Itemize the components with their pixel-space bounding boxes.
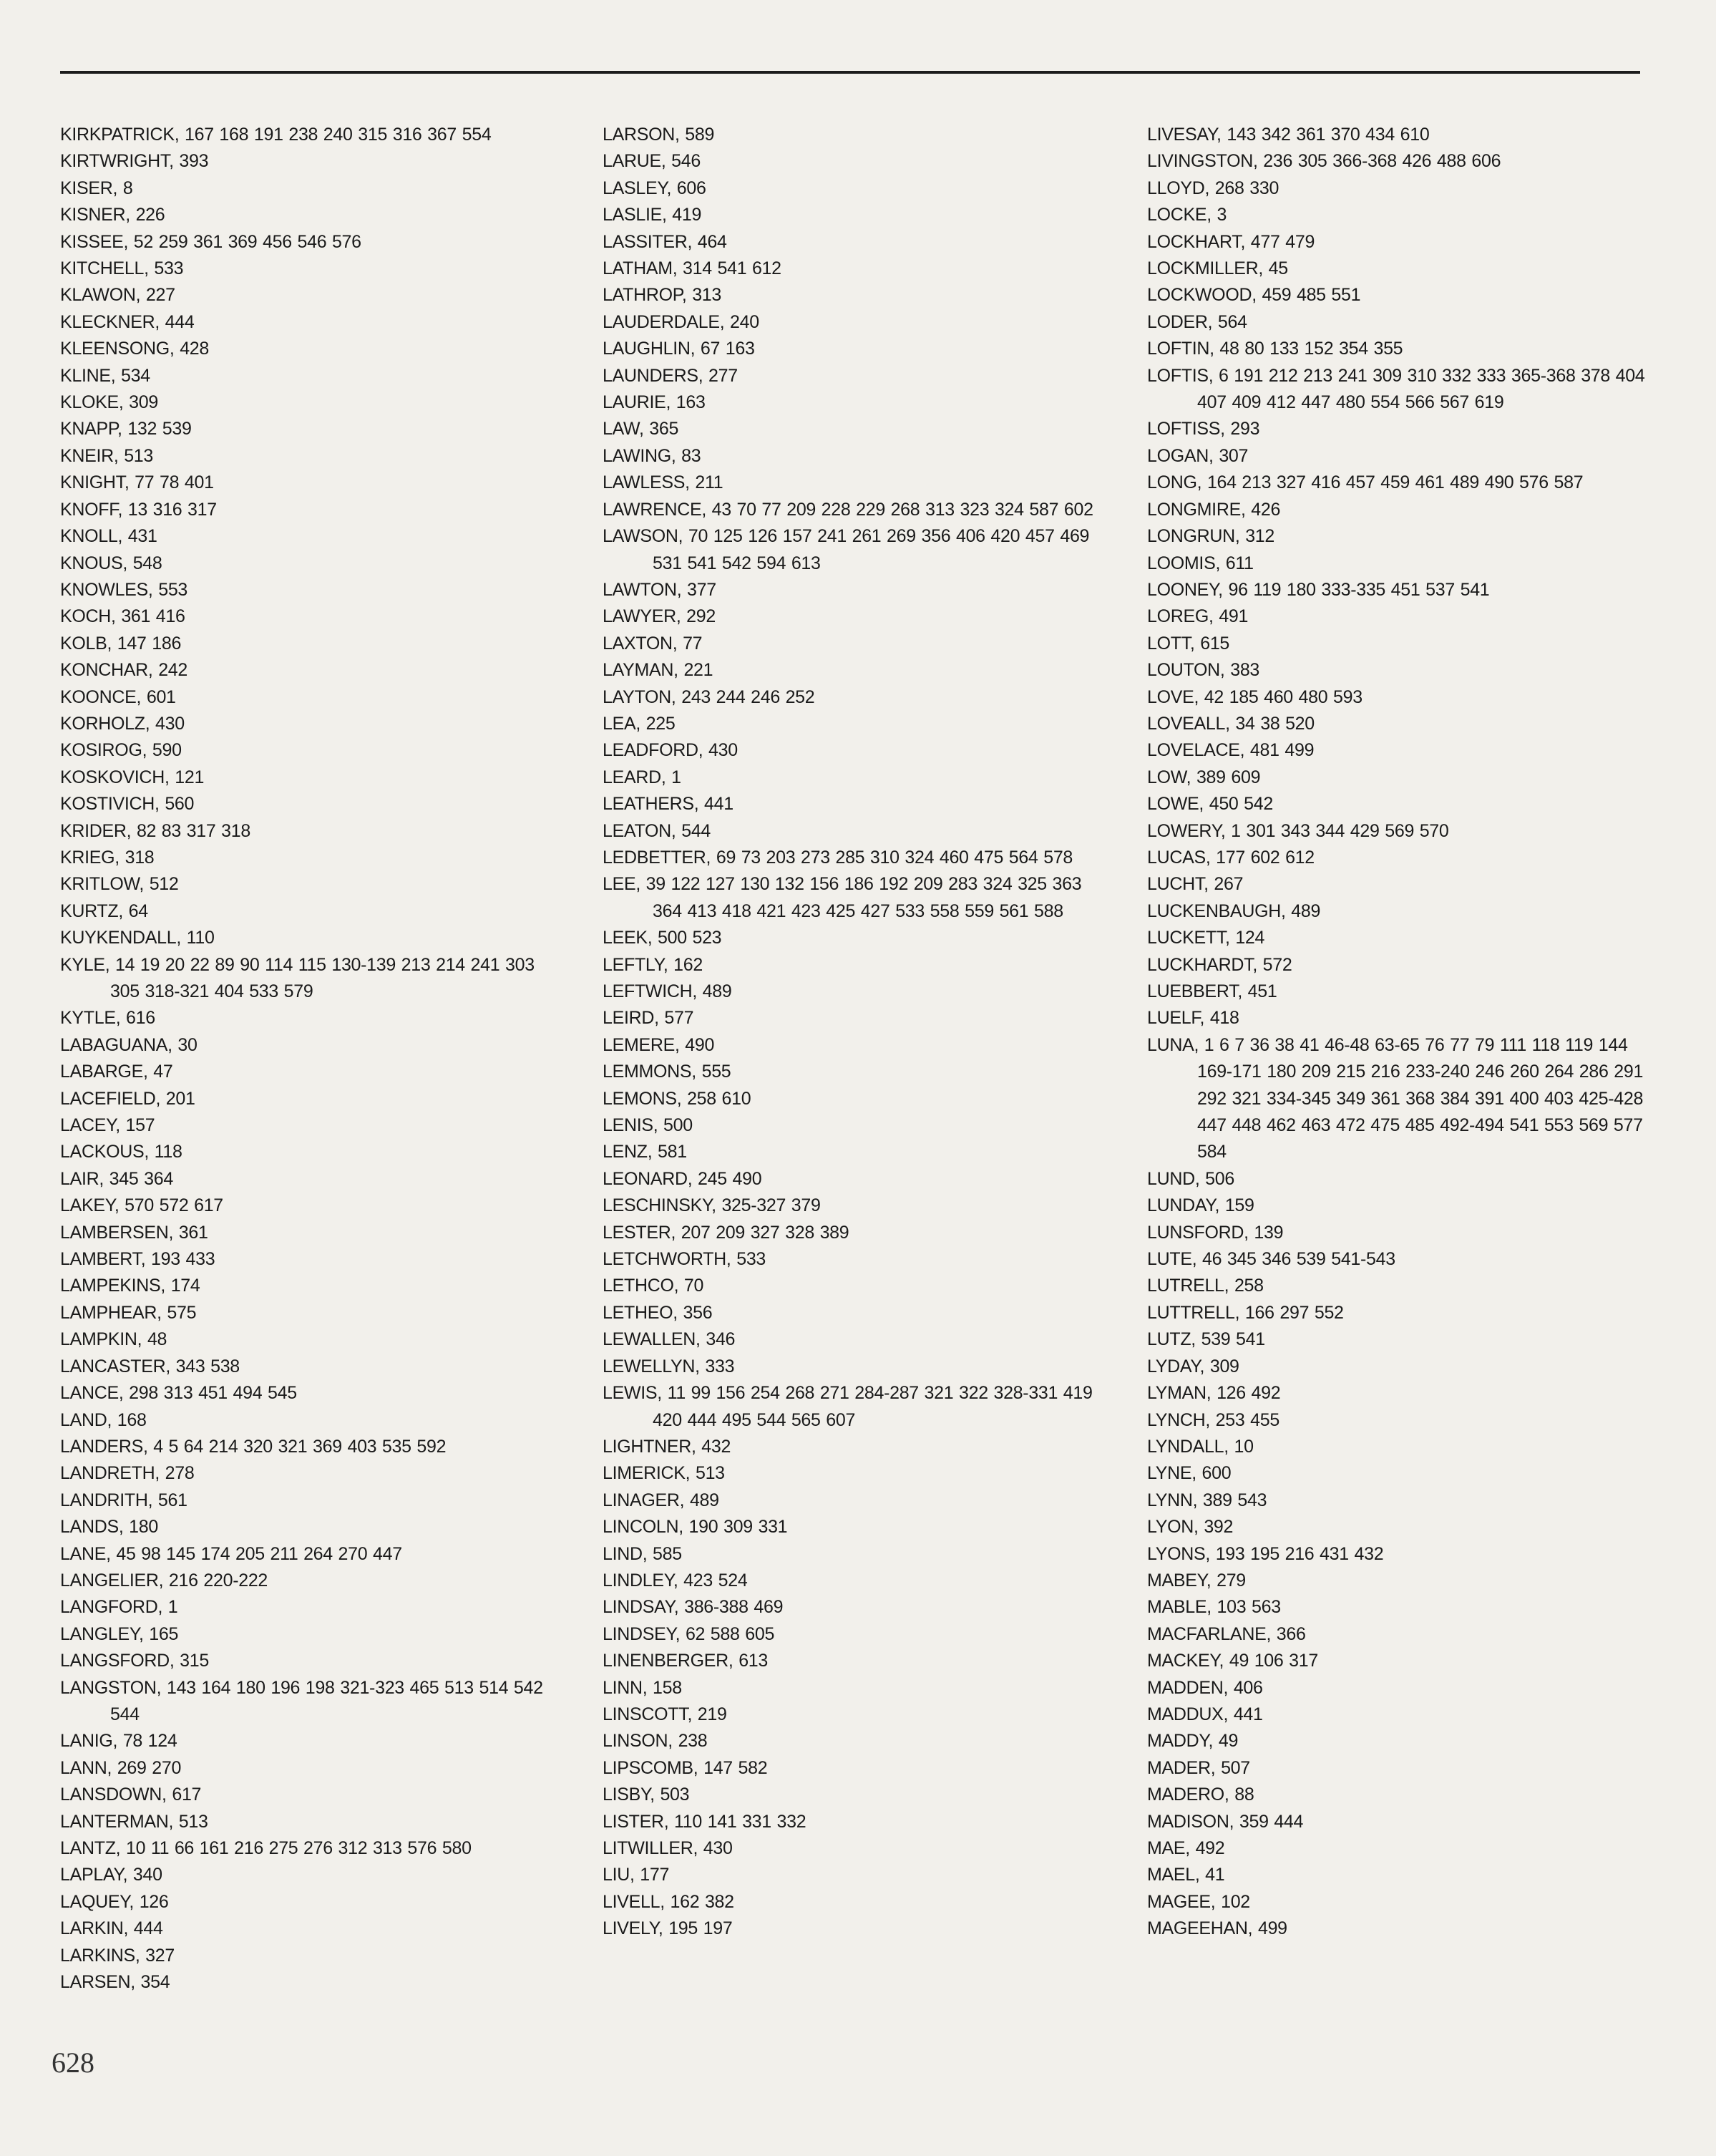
- index-entry: LENZ, 581: [603, 1142, 687, 1162]
- index-entry: KLECKNER, 444: [60, 311, 195, 332]
- index-entry: LETCHWORTH, 533: [603, 1249, 766, 1270]
- index-entry: KNIGHT, 77 78 401: [60, 472, 214, 493]
- index-entry: LOOMIS, 611: [1147, 553, 1254, 573]
- index-entry: LAWTON, 377: [603, 579, 716, 600]
- index-entry: LARSON, 589: [603, 125, 715, 145]
- index-entry: LANE, 45 98 145 174 205 211 264 270 447: [60, 1543, 402, 1564]
- index-entry: LEWALLEN, 346: [603, 1329, 736, 1350]
- index-entry: LUNSFORD, 139: [1147, 1222, 1284, 1243]
- index-entry: LAWLESS, 211: [603, 472, 723, 493]
- index-entry: LUNA, 1 6 7 36 38 41 46-48 63-65 76 77 79 111 118 119 144 169-171 180 209 215 216 233-240 246 260 264 286 291 292 321 334-345 349 361 368 384 391 400 403 425-428 447 448 462 463 472 475 485 492-494 541 553 569 577 584: [1147, 1034, 1644, 1162]
- index-entry: KYLE, 14 19 20 22 89 90 114 115 130-139 213 214 241 303 305 318-321 404 533 579: [60, 954, 535, 1001]
- index-entry: LEFTWICH, 489: [603, 981, 732, 1001]
- index-entry: LEATHERS, 441: [603, 794, 733, 815]
- index-entry: MAGEEHAN, 499: [1147, 1918, 1287, 1939]
- index-entry: LANGSFORD, 315: [60, 1651, 209, 1671]
- index-entry: LODER, 564: [1147, 311, 1247, 332]
- index-entry: LANIG, 78 124: [60, 1731, 177, 1752]
- index-entry: LOGAN, 307: [1147, 445, 1249, 466]
- index-entry: KNOFF, 13 316 317: [60, 499, 217, 520]
- index-entry: LANCE, 298 313 451 494 545: [60, 1383, 297, 1404]
- index-entry: KURTZ, 64: [60, 900, 148, 921]
- index-entry: KLEENSONG, 428: [60, 339, 210, 359]
- index-entry: KIRKPATRICK, 167 168 191 238 240 315 316 367 554: [60, 125, 492, 145]
- index-entry: LAYMAN, 221: [603, 660, 713, 681]
- index-column-2: [603, 122, 1111, 1943]
- index-entry: LEE, 39 122 127 130 132 156 186 192 209 283 324 325 363 364 413 418 421 423 425 427 533 558 559 561 588: [603, 874, 1082, 921]
- index-entry: KISSEE, 52 259 361 369 456 546 576: [60, 231, 361, 252]
- index-entry: LAWYER, 292: [603, 606, 716, 627]
- index-entry: LYONS, 193 195 216 431 432: [1147, 1543, 1384, 1564]
- index-entry: MACFARLANE, 366: [1147, 1623, 1306, 1644]
- index-entry: LARKIN, 444: [60, 1918, 163, 1939]
- index-entry: LAYTON, 243 244 246 252: [603, 686, 815, 707]
- index-entry: LEONARD, 245 490: [603, 1168, 762, 1189]
- index-entry: LIVELL, 162 382: [603, 1891, 734, 1912]
- index-entry: LONGRUN, 312: [1147, 526, 1275, 547]
- index-column-3: [1147, 122, 1655, 1943]
- index-entry: KNAPP, 132 539: [60, 419, 192, 440]
- index-entry: LIVESAY, 143 342 361 370 434 610: [1147, 125, 1430, 145]
- index-entry: LAQUEY, 126: [60, 1891, 169, 1912]
- index-entry: LAUDERDALE, 240: [603, 311, 759, 332]
- index-entry: LUNDAY, 159: [1147, 1195, 1254, 1216]
- index-entry: LEWIS, 11 99 156 254 268 271 284-287 321 322 328-331 419 420 444 495 544 565 607: [603, 1383, 1093, 1430]
- index-entry: LOTT, 615: [1147, 633, 1230, 654]
- index-entry: LINAGER, 489: [603, 1490, 719, 1510]
- index-entry: LARSEN, 354: [60, 1972, 170, 1993]
- index-entry: KISER, 8: [60, 178, 133, 198]
- index-entry: LYNDALL, 10: [1147, 1436, 1254, 1457]
- index-entry: LUTRELL, 258: [1147, 1276, 1264, 1296]
- index-entry: LIU, 177: [603, 1865, 670, 1885]
- index-entry: KNOUS, 548: [60, 553, 162, 573]
- index-entry: LINCOLN, 190 309 331: [603, 1517, 788, 1538]
- index-entry: LAPLAY, 340: [60, 1865, 162, 1885]
- index-entry: KOCH, 361 416: [60, 606, 185, 627]
- index-entry: MADISON, 359 444: [1147, 1811, 1304, 1832]
- index-entry: LATHROP, 313: [603, 285, 722, 306]
- index-entry: LYDAY, 309: [1147, 1356, 1239, 1376]
- index-entry: LYNE, 600: [1147, 1463, 1232, 1484]
- index-entry: LUTE, 46 345 346 539 541-543: [1147, 1249, 1395, 1270]
- index-entry: MADDEN, 406: [1147, 1677, 1263, 1698]
- index-entry: LIGHTNER, 432: [603, 1436, 731, 1457]
- index-entry: LINDLEY, 423 524: [603, 1570, 748, 1591]
- index-entry: LATHAM, 314 541 612: [603, 258, 781, 279]
- index-entry: LESTER, 207 209 327 328 389: [603, 1222, 849, 1243]
- index-entry: LAWRENCE, 43 70 77 209 228 229 268 313 323 324 587 602: [603, 499, 1093, 520]
- index-entry: LISTER, 110 141 331 332: [603, 1811, 806, 1832]
- index-entry: LONG, 164 213 327 416 457 459 461 489 490 576 587: [1147, 472, 1584, 493]
- index-entry: LITWILLER, 430: [603, 1838, 733, 1858]
- index-entry: KRIDER, 82 83 317 318: [60, 820, 250, 841]
- index-entry: LETHEO, 356: [603, 1302, 713, 1323]
- index-entry: KORHOLZ, 430: [60, 713, 185, 734]
- index-entry: LANGFORD, 1: [60, 1597, 178, 1618]
- index-entry: LAKEY, 570 572 617: [60, 1195, 223, 1216]
- index-entry: LYMAN, 126 492: [1147, 1383, 1281, 1404]
- index-entry: KRITLOW, 512: [60, 874, 179, 895]
- index-entry: KOSTIVICH, 560: [60, 794, 195, 815]
- index-entry: LAXTON, 77: [603, 633, 703, 654]
- index-entry: MABLE, 103 563: [1147, 1597, 1281, 1618]
- index-entry: LEEK, 500 523: [603, 928, 722, 948]
- index-entry: LONGMIRE, 426: [1147, 499, 1281, 520]
- index-entry: LUCKHARDT, 572: [1147, 954, 1292, 975]
- index-entry: LOCKE, 3: [1147, 205, 1227, 225]
- index-entry: LAMPEKINS, 174: [60, 1276, 200, 1296]
- index-entry: LABAGUANA, 30: [60, 1034, 198, 1055]
- index-entry: KIRTWRIGHT, 393: [60, 151, 209, 172]
- index-entry: KLINE, 534: [60, 365, 150, 386]
- index-entry: LAMPHEAR, 575: [60, 1302, 197, 1323]
- index-entry: LOONEY, 96 119 180 333-335 451 537 541: [1147, 579, 1490, 600]
- index-entry: LEA, 225: [603, 713, 676, 734]
- index-entry: LUND, 506: [1147, 1168, 1234, 1189]
- index-entry: LINENBERGER, 613: [603, 1651, 769, 1671]
- index-entry: LOVELACE, 481 499: [1147, 740, 1315, 761]
- index-entry: LANDERS, 4 5 64 214 320 321 369 403 535 592: [60, 1436, 447, 1457]
- index-entry: LAWING, 83: [603, 445, 701, 466]
- index-entry: LAMPKIN, 48: [60, 1329, 167, 1350]
- index-entry: MAGEE, 102: [1147, 1891, 1250, 1912]
- index-entry: LAMBERSEN, 361: [60, 1222, 208, 1243]
- index-entry: LOCKHART, 477 479: [1147, 231, 1315, 252]
- index-entry: LIMERICK, 513: [603, 1463, 725, 1484]
- index-entry: LOVEALL, 34 38 520: [1147, 713, 1315, 734]
- index-entry: LLOYD, 268 330: [1147, 178, 1279, 198]
- index-entry: LANTERMAN, 513: [60, 1811, 208, 1832]
- index-entry: LANGELIER, 216 220-222: [60, 1570, 268, 1591]
- index-entry: LAIR, 345 364: [60, 1168, 173, 1189]
- index-entry: LIPSCOMB, 147 582: [603, 1757, 768, 1778]
- index-entry: LINDSAY, 386-388 469: [603, 1597, 784, 1618]
- page-number: 628: [52, 2046, 94, 2079]
- index-entry: LAUNDERS, 277: [603, 365, 738, 386]
- index-entry: LEFTLY, 162: [603, 954, 703, 975]
- index-entry: LANDRETH, 278: [60, 1463, 195, 1484]
- index-entry: KITCHELL, 533: [60, 258, 184, 279]
- index-entry: LUCHT, 267: [1147, 874, 1244, 895]
- index-entry: MADERO, 88: [1147, 1784, 1254, 1805]
- index-entry: MAE, 492: [1147, 1838, 1225, 1858]
- index-entry: LANN, 269 270: [60, 1757, 182, 1778]
- index-entry: LANCASTER, 343 538: [60, 1356, 240, 1376]
- index-entry: LOFTISS, 293: [1147, 419, 1260, 440]
- index-entry: LUCKENBAUGH, 489: [1147, 900, 1321, 921]
- index-entry: KNEIR, 513: [60, 445, 154, 466]
- index-entry: KLOKE, 309: [60, 392, 158, 413]
- index-entry: LUTZ, 539 541: [1147, 1329, 1265, 1350]
- index-entry: KNOLL, 431: [60, 526, 157, 547]
- index-entry: KISNER, 226: [60, 205, 165, 225]
- index-entry: LEDBETTER, 69 73 203 273 285 310 324 460 475 564 578: [603, 847, 1073, 868]
- index-entry: LENIS, 500: [603, 1115, 693, 1136]
- index-entry: LASLEY, 606: [603, 178, 706, 198]
- index-entry: LYON, 392: [1147, 1517, 1234, 1538]
- index-entry: LAW, 365: [603, 419, 679, 440]
- index-entry: LUEBBERT, 451: [1147, 981, 1277, 1001]
- index-entry: LISBY, 503: [603, 1784, 690, 1805]
- index-entry: LASSITER, 464: [603, 231, 727, 252]
- index-entry: LINDSEY, 62 588 605: [603, 1623, 775, 1644]
- index-entry: KOSIROG, 590: [60, 740, 182, 761]
- index-entry: MADER, 507: [1147, 1757, 1250, 1778]
- index-entry: MABEY, 279: [1147, 1570, 1246, 1591]
- index-entry: KNOWLES, 553: [60, 579, 188, 600]
- index-entry: LINSCOTT, 219: [603, 1704, 727, 1724]
- index-entry: LEIRD, 577: [603, 1008, 694, 1029]
- index-entry: LOCKWOOD, 459 485 551: [1147, 285, 1361, 306]
- index-entry: KOONCE, 601: [60, 686, 176, 707]
- index-entry: LEMERE, 490: [603, 1034, 715, 1055]
- index-entry: LOW, 389 609: [1147, 767, 1261, 787]
- index-entry: LAMBERT, 193 433: [60, 1249, 215, 1270]
- index-entry: LINN, 158: [603, 1677, 682, 1698]
- index-entry: LANGLEY, 165: [60, 1623, 179, 1644]
- index-entry: LAWSON, 70 125 126 157 241 261 269 356 406 420 457 469 531 541 542 594 613: [603, 526, 1090, 573]
- index-entry: KRIEG, 318: [60, 847, 155, 868]
- index-entry: LINSON, 238: [603, 1731, 708, 1752]
- index-entry: LANDRITH, 561: [60, 1490, 187, 1510]
- index-entry: LACEFIELD, 201: [60, 1088, 195, 1109]
- index-entry: MAEL, 41: [1147, 1865, 1225, 1885]
- index-entry: LARKINS, 327: [60, 1945, 175, 1966]
- index-entry: LEMONS, 258 610: [603, 1088, 751, 1109]
- index-entry: KUYKENDALL, 110: [60, 928, 215, 948]
- index-entry: LOREG, 491: [1147, 606, 1249, 627]
- index-entry: LEMMONS, 555: [603, 1062, 731, 1082]
- index-entry: LOCKMILLER, 45: [1147, 258, 1288, 279]
- index-entry: LIVELY, 195 197: [603, 1918, 733, 1939]
- index-entry: LOWERY, 1 301 343 344 429 569 570: [1147, 820, 1449, 841]
- index-entry: LIVINGSTON, 236 305 366-368 426 488 606: [1147, 151, 1501, 172]
- index-entry: MACKEY, 49 106 317: [1147, 1651, 1318, 1671]
- index-entry: LANGSTON, 143 164 180 196 198 321-323 465 513 514 542 544: [60, 1677, 543, 1724]
- index-entry: LETHCO, 70: [603, 1276, 704, 1296]
- index-entry: LOUTON, 383: [1147, 660, 1260, 681]
- index-entry: LACEY, 157: [60, 1115, 155, 1136]
- index-entry: LABARGE, 47: [60, 1062, 173, 1082]
- header-rule: [60, 71, 1640, 74]
- index-entry: LOWE, 450 542: [1147, 794, 1273, 815]
- index-entry: LUTTRELL, 166 297 552: [1147, 1302, 1344, 1323]
- index-entry: LARUE, 546: [603, 151, 701, 172]
- index-column-1: [60, 122, 568, 1996]
- index-entry: LUCAS, 177 602 612: [1147, 847, 1315, 868]
- index-entry: LESCHINSKY, 325-327 379: [603, 1195, 821, 1216]
- index-entry: LEATON, 544: [603, 820, 711, 841]
- index-entry: MADDY, 49: [1147, 1731, 1239, 1752]
- index-entry: LOFTIS, 6 191 212 213 241 309 310 332 333 365-368 378 404 407 409 412 447 480 554 566 567 619: [1147, 365, 1645, 413]
- index-entry: LANTZ, 10 11 66 161 216 275 276 312 313 576 580: [60, 1838, 472, 1858]
- index-entry: LANDS, 180: [60, 1517, 158, 1538]
- index-entry: LOVE, 42 185 460 480 593: [1147, 686, 1362, 707]
- index-entry: KYTLE, 616: [60, 1008, 155, 1029]
- index-entry: LUCKETT, 124: [1147, 928, 1265, 948]
- index-entry: LANSDOWN, 617: [60, 1784, 202, 1805]
- index-entry: LEARD, 1: [603, 767, 681, 787]
- index-entry: LEADFORD, 430: [603, 740, 738, 761]
- index-entry: LYNN, 389 543: [1147, 1490, 1267, 1510]
- index-entry: LAURIE, 163: [603, 392, 706, 413]
- index-entry: KONCHAR, 242: [60, 660, 188, 681]
- index-entry: KLAWON, 227: [60, 285, 175, 306]
- index-entry: KOSKOVICH, 121: [60, 767, 205, 787]
- index-entry: LASLIE, 419: [603, 205, 702, 225]
- index-entry: LYNCH, 253 455: [1147, 1409, 1279, 1430]
- index-entry: LEWELLYN, 333: [603, 1356, 735, 1376]
- index-entry: LIND, 585: [603, 1543, 682, 1564]
- index-entry: LACKOUS, 118: [60, 1142, 182, 1162]
- index-entry: MADDUX, 441: [1147, 1704, 1263, 1724]
- index-entry: LUELF, 418: [1147, 1008, 1239, 1029]
- index-entry: LOFTIN, 48 80 133 152 354 355: [1147, 339, 1403, 359]
- index-entry: LAUGHLIN, 67 163: [603, 339, 755, 359]
- index-entry: LAND, 168: [60, 1409, 147, 1430]
- index-entry: KOLB, 147 186: [60, 633, 182, 654]
